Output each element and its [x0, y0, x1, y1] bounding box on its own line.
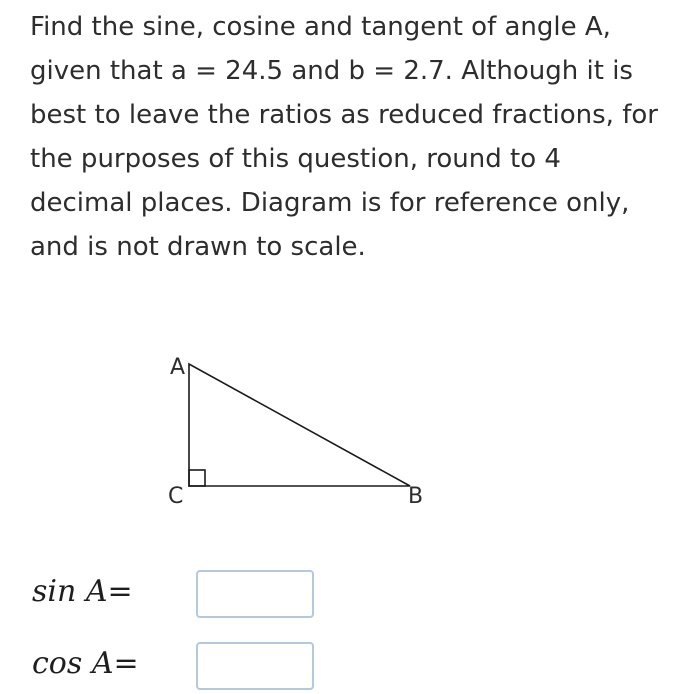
question-line: best to leave the ratios as reduced fractions, for [30, 100, 658, 130]
sin-a-input[interactable] [196, 570, 314, 618]
question-line: Find the sine, cosine and tangent of angle A, [30, 12, 611, 42]
cos-a-label [32, 646, 139, 681]
cos-answer-row [32, 642, 352, 694]
sin-a-label [32, 574, 133, 609]
question-line: the purposes of this question, round to 4 [30, 144, 561, 174]
cos-func-label: cos [32, 646, 83, 681]
sin-func-label: sin [32, 574, 77, 609]
vertex-label-c: C [168, 484, 184, 509]
cos-equals-sign: = [113, 646, 139, 681]
sin-answer-row [32, 570, 352, 622]
question-line: given that a = 24.5 and b = 2.7. Although it is [30, 56, 633, 86]
right-angle-marker [189, 470, 205, 486]
sin-var-label: A [85, 574, 108, 609]
triangle-outline [189, 364, 410, 486]
vertex-label-b: B [408, 484, 424, 509]
cos-var-label: A [91, 646, 114, 681]
vertex-label-a: A [170, 355, 186, 380]
sin-equals-sign: = [107, 574, 133, 609]
question-line: decimal places. Diagram is for reference only, [30, 188, 630, 218]
cos-a-input[interactable] [196, 642, 314, 690]
question-text [30, 5, 675, 269]
question-line: and is not drawn to scale. [30, 232, 366, 262]
